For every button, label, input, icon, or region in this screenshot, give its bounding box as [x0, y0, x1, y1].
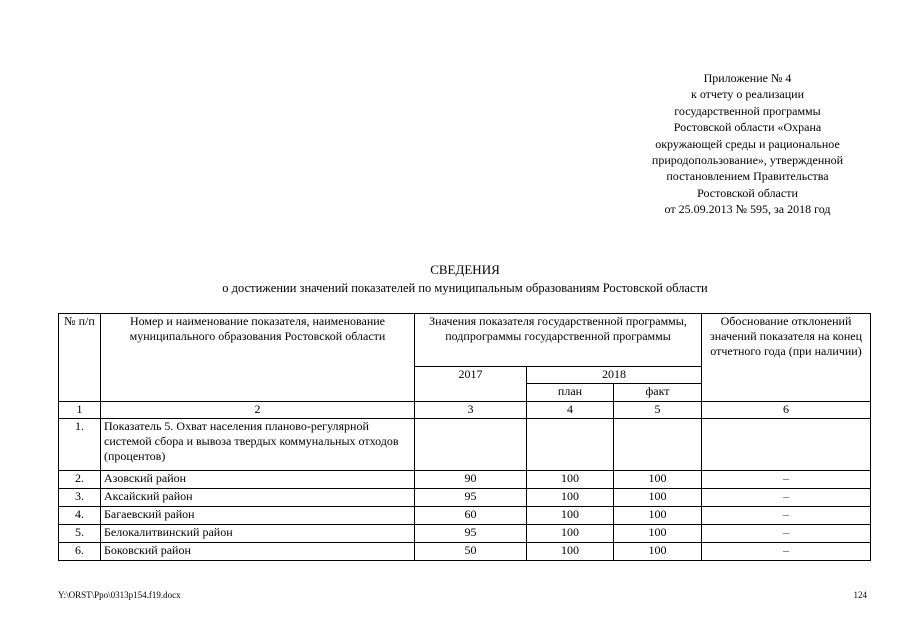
row-num: 4. — [59, 507, 101, 525]
row-plan: 100 — [527, 489, 614, 507]
table-row — [59, 507, 871, 525]
row-num: 1. — [59, 419, 101, 471]
row-2017: 95 — [415, 489, 527, 507]
document-heading — [60, 261, 870, 297]
row-name: Азовский район — [101, 471, 415, 489]
table-row — [59, 471, 871, 489]
row-fact: 100 — [614, 471, 702, 489]
col-number: 1 — [59, 402, 101, 419]
row-fact: 100 — [614, 525, 702, 543]
row-2017 — [415, 419, 527, 471]
row-2017: 50 — [415, 543, 527, 561]
row-plan: 100 — [527, 507, 614, 525]
page-number: 124 — [853, 590, 867, 600]
document-subtitle: о достижении значений показателей по муниципальным образованиям Ростовской области — [222, 281, 708, 295]
row-reason — [702, 419, 871, 471]
header-num: № п/п — [59, 314, 101, 402]
row-fact: 100 — [614, 507, 702, 525]
col-number: 4 — [527, 402, 614, 419]
header-2017: 2017 — [415, 367, 527, 402]
column-number-row — [59, 402, 871, 419]
row-plan — [527, 419, 614, 471]
appendix-line: от 25.09.2013 № 595, за 2018 год — [664, 202, 831, 217]
row-plan: 100 — [527, 525, 614, 543]
col-number: 3 — [415, 402, 527, 419]
row-num: 2. — [59, 471, 101, 489]
row-name: Показатель 5. Охват населения планово-регулярной системой сбора и вывоза твердых коммунальных отходов (процентов) — [101, 419, 415, 471]
appendix-line: Приложение № 4 — [703, 71, 792, 85]
appendix-line: к отчету о реализации — [690, 87, 804, 102]
appendix-line: природопользование», утвержденной — [651, 153, 844, 168]
header-row — [59, 314, 871, 367]
document-title: СВЕДЕНИЯ — [430, 262, 500, 277]
appendix-line: окружающей среды и рациональное — [655, 136, 840, 151]
row-name: Боковский район — [101, 543, 415, 561]
table-row — [59, 489, 871, 507]
row-2017: 60 — [415, 507, 527, 525]
col-number: 2 — [101, 402, 415, 419]
row-reason: – — [702, 471, 871, 489]
row-num: 5. — [59, 525, 101, 543]
appendix-line: государственной программы — [674, 103, 821, 118]
appendix-line: Ростовской области — [697, 185, 798, 200]
footer-file-path: Y:\ORST\Ppo\0313p154.f19.docx — [58, 590, 181, 600]
table-row — [59, 419, 871, 471]
row-2017: 90 — [415, 471, 527, 489]
appendix-line: Ростовской области «Охрана — [673, 120, 822, 135]
row-fact: 100 — [614, 543, 702, 561]
col-number: 5 — [614, 402, 702, 419]
header-2018: 2018 — [527, 367, 702, 384]
row-fact — [614, 419, 702, 471]
table-row — [59, 543, 871, 561]
row-reason: – — [702, 543, 871, 561]
header-reason: Обоснование отклонений значений показателя на конец отчетного года (при наличии) — [702, 314, 871, 402]
table-row — [59, 525, 871, 543]
row-name: Белокалитвинский район — [101, 525, 415, 543]
header-values: Значения показателя государственной программы, подпрограммы государственной программы — [415, 314, 702, 367]
row-name: Аксайский район — [101, 489, 415, 507]
row-2017: 95 — [415, 525, 527, 543]
row-fact: 100 — [614, 489, 702, 507]
row-plan: 100 — [527, 471, 614, 489]
row-num: 3. — [59, 489, 101, 507]
appendix-line: постановлением Правительства — [666, 169, 829, 184]
appendix-block — [620, 70, 875, 218]
row-reason: – — [702, 507, 871, 525]
row-reason: – — [702, 489, 871, 507]
header-plan: план — [527, 384, 614, 402]
row-num: 6. — [59, 543, 101, 561]
row-name: Багаевский район — [101, 507, 415, 525]
row-reason: – — [702, 525, 871, 543]
col-number: 6 — [702, 402, 871, 419]
row-plan: 100 — [527, 543, 614, 561]
header-name: Номер и наименование показателя, наименование муниципального образования Ростовской области — [101, 314, 415, 402]
indicators-table — [58, 313, 871, 561]
header-fact: факт — [614, 384, 702, 402]
